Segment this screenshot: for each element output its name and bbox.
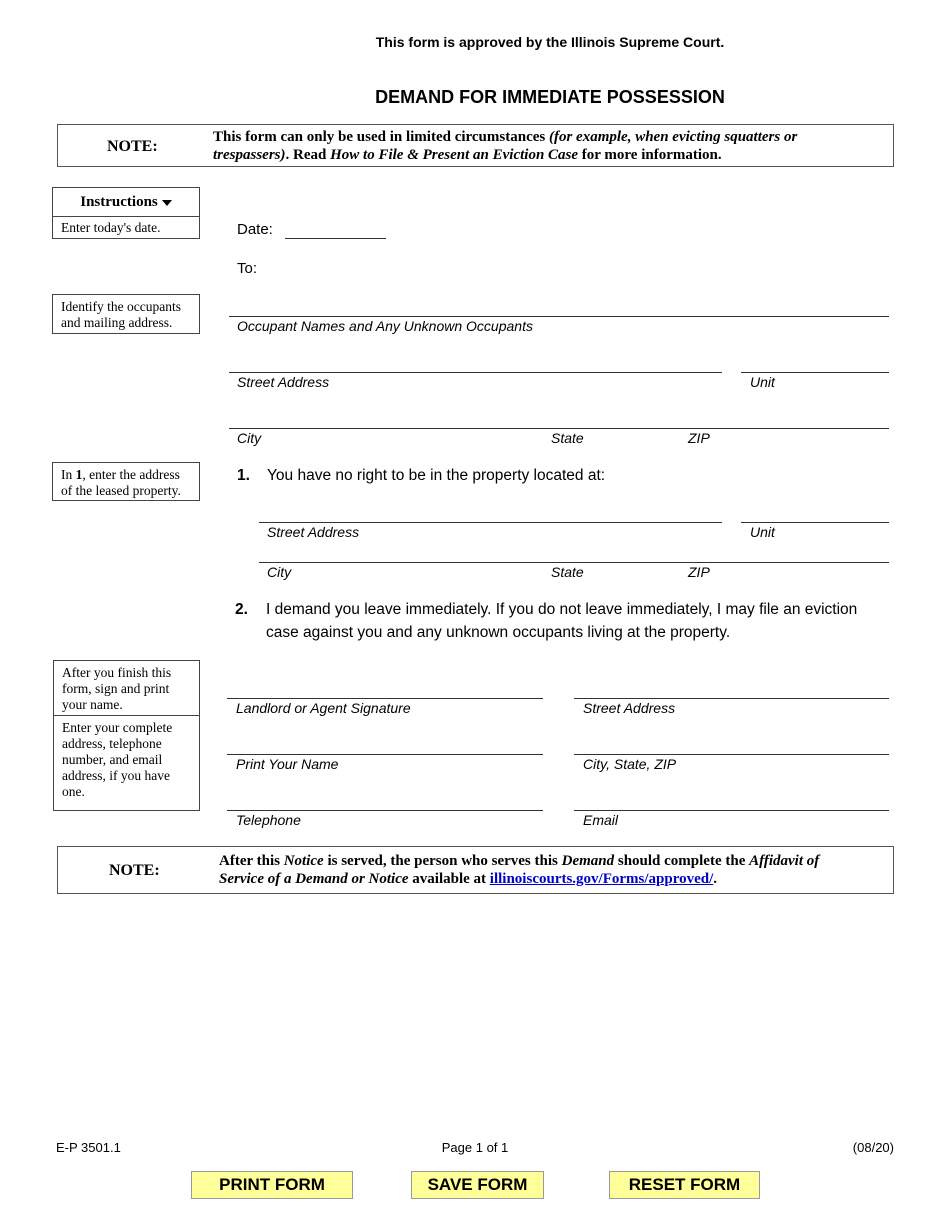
form-id: E-P 3501.1 xyxy=(56,1140,121,1155)
property-street-field[interactable] xyxy=(259,522,722,523)
instructions-dropdown[interactable] xyxy=(52,187,200,217)
city-state-zip-caption: City, State, ZIP xyxy=(583,756,677,772)
city-state-zip-field[interactable] xyxy=(574,754,889,755)
telephone-field[interactable] xyxy=(227,810,543,811)
note-box-bottom xyxy=(57,846,894,894)
mailing-city-field[interactable] xyxy=(229,428,543,429)
mailing-unit-caption: Unit xyxy=(750,374,775,390)
form-date: (08/20) xyxy=(852,1140,894,1155)
mailing-zip-field[interactable] xyxy=(680,428,889,429)
instruction-contact: Enter your complete address, telephone number, and email address, if you have one. xyxy=(53,715,200,811)
forms-link[interactable]: illinoiscourts.gov/Forms/approved/ xyxy=(489,871,714,887)
signature-caption: Landlord or Agent Signature xyxy=(236,700,411,716)
date-label: Date: xyxy=(237,221,273,238)
mailing-street-caption: Street Address xyxy=(237,374,330,390)
instruction-occupants: Identify the occupants and mailing address. xyxy=(52,294,200,334)
note-label: NOTE: xyxy=(109,862,160,879)
approval-notice: This form is approved by the Illinois Supreme Court. xyxy=(375,34,725,50)
item2-text: I demand you leave immediately. If you do not leave immediately, I may file an eviction case against you and any unknown occupants living at the property. xyxy=(266,601,858,641)
note-text: This form can only be used in limited circumstances (for example, when evicting squatters or trespassers). Read How to File & Present an Eviction Case for more information. xyxy=(213,129,798,163)
print-form-button[interactable]: PRINT FORM xyxy=(191,1171,353,1199)
instruction-date: Enter today's date. xyxy=(52,216,200,239)
signer-street-caption: Street Address xyxy=(583,700,676,716)
page-number: Page 1 of 1 xyxy=(441,1140,509,1155)
reset-form-button[interactable]: RESET FORM xyxy=(609,1171,760,1199)
print-name-field[interactable] xyxy=(227,754,543,755)
note-box-top xyxy=(57,124,894,167)
signature-field[interactable] xyxy=(227,698,543,699)
mailing-state-field[interactable] xyxy=(543,428,680,429)
property-state-field[interactable] xyxy=(543,562,680,563)
property-state-caption: State xyxy=(551,564,584,580)
note-label: NOTE: xyxy=(107,138,158,155)
mailing-city-caption: City xyxy=(237,430,262,446)
item1-number: 1. xyxy=(237,467,250,484)
item1-text: You have no right to be in the property located at: xyxy=(267,467,606,484)
save-form-button[interactable]: SAVE FORM xyxy=(411,1171,544,1199)
email-caption: Email xyxy=(583,812,619,828)
item2-number: 2. xyxy=(235,601,248,618)
date-field[interactable] xyxy=(285,238,386,239)
property-zip-caption: ZIP xyxy=(688,564,710,580)
note-text-bottom: After this Notice is served, the person who serves this Demand should complete the Affidavit of Service of a Demand or Notice available at illinoiscourts.gov/Forms/approved/. xyxy=(219,853,820,887)
property-unit-field[interactable] xyxy=(741,522,889,523)
print-name-caption: Print Your Name xyxy=(236,756,339,772)
form-title: DEMAND FOR IMMEDIATE POSSESSION xyxy=(375,87,725,107)
to-label: To: xyxy=(237,260,258,277)
caret-down-icon xyxy=(162,200,172,206)
property-city-caption: City xyxy=(267,564,292,580)
email-field[interactable] xyxy=(574,810,889,811)
property-zip-field[interactable] xyxy=(680,562,889,563)
mailing-state-caption: State xyxy=(551,430,584,446)
property-street-caption: Street Address xyxy=(267,524,360,540)
mailing-street-field[interactable] xyxy=(229,372,722,373)
signer-street-field[interactable] xyxy=(574,698,889,699)
instructions-heading: Instructions xyxy=(80,194,158,210)
instruction-address: In 1, enter the address of the leased property. xyxy=(52,462,200,501)
instruction-sign: After you finish this form, sign and print your name. xyxy=(53,660,200,716)
property-city-field[interactable] xyxy=(259,562,543,563)
mailing-unit-field[interactable] xyxy=(741,372,889,373)
property-unit-caption: Unit xyxy=(750,524,775,540)
telephone-caption: Telephone xyxy=(236,812,301,828)
occupant-names-field[interactable] xyxy=(229,316,889,317)
occupant-caption: Occupant Names and Any Unknown Occupants xyxy=(237,318,533,334)
mailing-zip-caption: ZIP xyxy=(688,430,710,446)
